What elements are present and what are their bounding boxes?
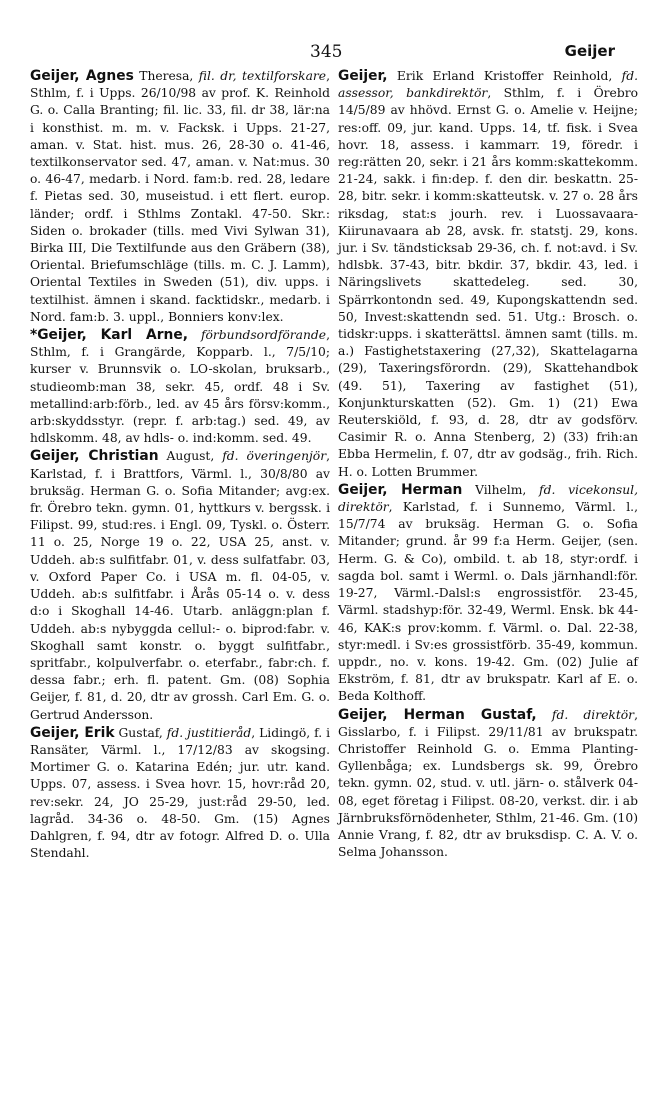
page-header [0,42,672,66]
entry-title: fd. överingenjör [222,449,327,464]
entry-given-names: Theresa, [133,69,199,83]
entry-geijer-herman-gustaf [338,707,638,862]
entry-text: , Sthlm, f. i Örebro 14/5/89 av hhövd. Ernst G. o. Amelie v. Heijne; res:off. 09, jur. kand. Upps. 14, tf. fisk. i Svea hovr. 18, assess. i kammarr. 19, föredr. i reg:rätten 20, sekr. i 21 års komm:skattekomm. 21-24, sakk. i fin:dep. f. den dir. beskattn. 25-28, bitr. sekr. i komm:skatteutsk. v. 27 o. 28 års riksdag, stat:s jourh. rev. i Luossavaara-Kiirunavaara ab 28, avsk. fr. statstj. 29, kons. jur. i Sv. tändsticksab 29-36, ch. f. not:avd. i Sv. hdlsbk. 37-43, bitr. bkdir. 37, bkdir. 43, led. i Näringslivets skattedeleg. sed. 30, Spärrkontondn sed. 49, Kupongskattendn sed. 50, Invest:skattendn sed. 51. Utg.: Brosch. o. tidskr:upps. i skatterättsl. ämnen samt (tills. m. a.) Fastighetstaxering (27,32), Skattelagarna (29), Taxeringsförordn. (29), Skattehandbok (49. 51), Taxering av fastighet (51), Konjunkturskatten (52). Gm. 1) (21) Ewa Reuterskiöld, f. 93, d. 28, dtr av godsförv. Casimir R. o. Anna Stenberg, 2) (33) frih:an Ebba Hermelin, f. 07, dtr av godsäg., frih. Rich. H. o. Lotten Brummer. [338,86,638,479]
entry-given-names: August, [158,449,223,464]
entry-title: fd. justitieråd [166,725,252,740]
entry-given-names [188,328,201,342]
entry-text: , Lidingö, f. i Ransäter, Värml. l., 17/12/83 av skogsing. Mortimer G. o. Katarina Edén; jur. utr. kand. Upps. 07, assess. i Svea hovr. 15, hovr:råd 20, rev:sekr. 24, JO 25-29, just:råd 29-50, led. lagråd. 34-36 o. 48-50. Gm. (15) Agnes Dahlgren, f. 94, dtr av fotogr. Alfred D. o. Ulla Stendahl. [30,725,331,861]
entry-name: Geijer, [338,68,388,84]
entry-given-names [537,708,552,722]
entry-title: fd. direktör [551,707,635,722]
entry-name: Geijer, Herman Gustaf, [338,706,537,723]
right-column [338,68,638,861]
left-column [30,68,330,862]
entry-name: *Geijer, Karl Arne, [30,327,188,344]
entry-given-names: Erik Erland Kristoffer Reinhold, [387,69,622,83]
running-head: Geijer [564,42,615,60]
entry-geijer-erik-gustaf [30,725,330,863]
entry-given-names: Gustaf, [114,725,167,740]
entry-geijer-karl-arne [30,327,330,447]
entry-text: , Karlstad, f. i Brattfors, Värml. l., 30/8/80 av bruksäg. Herman G. o. Sofia Mitander; avg:ex. fr. Örebro tekn. gymn. 01, hyttkurs v. bergssk. i Filipst. 99, stud:res. i Engl. 09, Tyskl. o. Österr. 11 o. 25, Norge 19 o. 22, USA 25, anst. v. Uddeh. ab:s sulfitfabr. 01, v. dess sulfatfabr. 03, v. Oxford Paper Co. i USA m. fl. 04-05, v. Uddeh. ab:s sulfitfabr. i Årås 05-14 o. v. dess d:o i Skoghall 14-46. Utarb. anläggn:plan f. Uddeh. ab:s nybyggda cellul:- o. biprod:fabr. v. Skoghall samt konstr. o. byggt sulfitfabr., spritfabr., kolpulverfabr. o. eterfabr., fabr:ch. f. dessa fabr.; erh. fl. patent. Gm. (08) Sophia Geijer, f. 81, d. 20, dtr av grossh. Carl Em. G. o. Gertrud Andersson. [30,449,331,722]
entry-title: fil. dr, textilforskare [198,69,327,83]
page-number: 345 [310,42,343,62]
entry-name: Geijer, Agnes [30,68,134,84]
entry-name: Geijer, Herman [338,481,463,498]
entry-text: , Sthlm, f. i Grangärde, Kopparb. l., 7/5/10; kurser v. Brunnsvik o. LO-skolan, bruksarb., studieomb:man 38, sekr. 45, ordf. 48 i Sv. metallind:arb:förb., led. av 45 års försv:komm., arb:skyddsstyr. (repr. f. arb:tag.) sed. 49, av hdlskomm. 48, av hdls- o. ind:komm. sed. 49. [30,328,330,446]
entry-title: fd. vicekonsul, direktör [338,482,638,515]
entry-text: , Gisslarbo, f. i Filipst. 29/11/81 av brukspatr. Christoffer Reinhold G. o. Emma Planting-Gyllenbåga; ex. Lundsbergs sk. 99, Örebro tekn. gymn. 02, stud. v. utl. järn- o. stålverk 04-08, eget företag i Filipst. 08-20, verkst. dir. i ab Järnbruksförnödenheter, Sthlm, 21-46. Gm. (10) Annie Vrang, f. 82, dtr av bruksdisp. C. A. V. o. Selma Johansson. [338,707,638,860]
entry-geijer-agnes [30,68,330,326]
entry-title: förbundsordförande [200,328,327,343]
entry-title: fd. assessor, bankdirektör [338,69,638,101]
entry-geijer-herman-vilhelm [338,482,638,706]
entry-name: Geijer, Christian [30,448,159,465]
entry-text: , Sthlm, f. i Upps. 26/10/98 av prof. K. Reinhold G. o. Calla Branting; fil. lic. 33, fil. dr 38, lär:na i konsthist. m. m. v. Facksk. i Upps. 21-27, aman. v. Stat. hist. mus. 26, 28-30 o. 41-46, textilkonservator sed. 47, aman. v. Nat:mus. 30 o. 46-47, medarb. i Nord. fam:b. red. 28, ledare f. Pietas sed. 30, museistud. i ett flert. europ. länder; ordf. i Sthlms Zontakl. 47-50. Skr.: Siden o. brokader (tills. med Vivi Sylwan 31), Birka III, Die Textilfunde aus den Gräbern (38), Oriental. Briefumschläge (tills. m. C. J. Lamm), Oriental Textiles in Sweden (51), div. upps. i textilhist. ämnen i skand. facktidskr., medarb. i Nord. fam:b. 3. uppl., Bonniers konv:lex. [30,69,330,324]
entry-given-names: Vilhelm, [462,482,540,497]
entry-geijer-christian [30,448,330,723]
entry-text: , Karlstad, f. i Sunnemo, Värml. l., 15/7/74 av bruksäg. Herman G. o. Sofia Mitander; grund. år 99 f:a Herm. Geijer, (sen. Herm. G. & Co), ombild. t. ab 18, styr:ordf. i sagda bol. samt i Werml. o. Dals järnhandl:för. 19-27, Värml.-Dalsl:s engrossistför. 23-45, Värml. stadshyp:för. 32-49, Werml. Ensk. bk 44-46, KAK:s prov:komm. f. Värml. o. Dal. 22-38, styr:medl. i Sv:es grossistförb. 35-49, kommun. uppdr., no. v. kons. 19-42. Gm. (02) Julie af Ekström, f. 81, dtr av brukspatr. Karl af E. o. Beda Kolthoff. [338,500,638,704]
entry-name: Geijer, Erik [30,724,115,741]
entry-geijer-erik-erland [338,68,638,481]
